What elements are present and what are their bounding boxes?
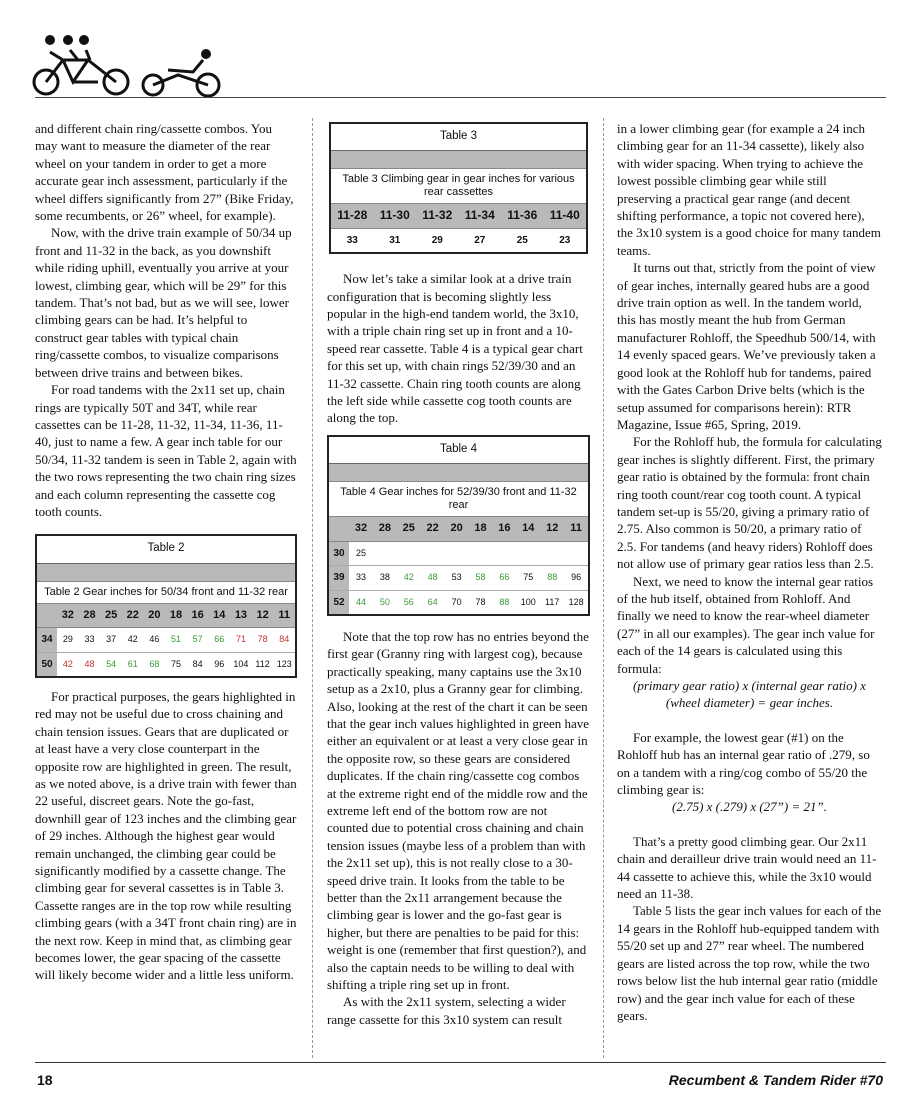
header-cell: 18 bbox=[169, 608, 183, 621]
table-caption: Table 3 Climbing gear in gear inches for various rear cassettes bbox=[331, 169, 586, 204]
table-cell: 29 bbox=[62, 634, 73, 645]
header-cell: 14 bbox=[213, 608, 226, 621]
table-cell: 66 bbox=[499, 572, 510, 583]
table-row bbox=[329, 542, 588, 566]
header-cell: 18 bbox=[474, 522, 487, 535]
table-cell: 48 bbox=[427, 572, 438, 583]
table-cell: 57 bbox=[192, 634, 203, 645]
paragraph: For road tandems with the 2x11 set up, chain rings are typically 50T and 34T, while rear cassettes can be 11-28, 11-32, 11-34, 11-36, 11-40, just to name a few. A gear inch table for our 50/34, 11-32 tandem is seen in Table 2, again with the two rows representing the two chain ring sizes and each column representing the cassette cog tooth counts. bbox=[35, 382, 297, 519]
table-cell: 75 bbox=[523, 572, 534, 583]
table-cell: 50 bbox=[379, 596, 390, 607]
table-cell bbox=[469, 542, 493, 565]
header-cell: 25 bbox=[104, 608, 118, 621]
header-cell: 22 bbox=[426, 522, 439, 535]
table-cell bbox=[564, 542, 588, 565]
paragraph: For example, the lowest gear (#1) on the Rohloff hub has an internal gear ratio of .279, so on a tandem with a ring/cog combo of 55/20 the climbing gear is: bbox=[617, 729, 870, 798]
table-cell: 64 bbox=[427, 596, 438, 607]
table-cell bbox=[421, 542, 445, 565]
magazine-title: Recumbent & Tandem Rider #70 bbox=[668, 1072, 883, 1088]
table-row bbox=[331, 229, 586, 252]
column-1 bbox=[35, 120, 297, 984]
paragraph: Table 5 lists the gear inch values for each of the 14 gears in the Rohloff hub-equipped tandem with 55/20 set up and 27” rear wheel. The numbered gears are listed across the top row, while the two rows below list the hub internal gear ratio (middle row) and the gear inch value for each of these gears. bbox=[617, 903, 882, 1023]
paragraph: For the Rohloff hub, the formula for calculating gear inches is slightly different. First, the primary gear ratio is obtained by the formula: front chain ring tooth count/rear cog tooth count. A typical tandem set-up is 55/20, giving a primary ratio of 2.75. Also common is 50/20, a primary ratio of 2.5. For tandems (and heavy riders) Rohloff does not allow use of primary gear ratios less than 2.5. bbox=[617, 434, 882, 572]
table-cell: 51 bbox=[171, 634, 182, 645]
table-cell: 42 bbox=[403, 572, 414, 583]
table-caption: Table 4 Gear inches for 52/39/30 front and 11-32 rear bbox=[329, 482, 588, 517]
formula: (2.75) x (.279) x (27”) = 21”. bbox=[672, 799, 827, 815]
table-cell: 37 bbox=[106, 634, 117, 645]
table-cell: 33 bbox=[346, 234, 358, 246]
table-cell: 38 bbox=[379, 572, 390, 583]
table-cell bbox=[540, 542, 564, 565]
page-number: 18 bbox=[37, 1072, 53, 1088]
row-label: 30 bbox=[329, 542, 349, 565]
table-cell: 78 bbox=[257, 634, 268, 645]
table-cell: 117 bbox=[545, 596, 560, 607]
table-caption: Table 2 Gear inches for 50/34 front and 11-32 rear bbox=[37, 582, 295, 604]
table-header-row bbox=[329, 517, 588, 541]
table-row bbox=[37, 628, 295, 652]
header-cell: 11-30 bbox=[379, 208, 410, 223]
table-cell: 58 bbox=[475, 572, 486, 583]
header-cell: 20 bbox=[450, 522, 463, 535]
table-cell: 53 bbox=[451, 572, 462, 583]
table-cell: 54 bbox=[106, 658, 117, 669]
table-cell: 31 bbox=[389, 234, 401, 246]
column-2 bbox=[327, 120, 590, 1028]
table-cell: 29 bbox=[431, 234, 443, 246]
table-cell: 78 bbox=[475, 596, 486, 607]
table-cell: 88 bbox=[499, 596, 510, 607]
header-cell: 28 bbox=[83, 608, 96, 621]
row-label: 50 bbox=[37, 653, 57, 676]
header-cell: 11 bbox=[278, 608, 291, 621]
table-cell: 25 bbox=[355, 547, 366, 558]
table-cell bbox=[445, 542, 469, 565]
header-cell: 16 bbox=[191, 608, 204, 621]
paragraph: and different chain ring/cassette combos. You may want to measure the diameter of the rear wheel on your tandem in order to get a more accurate gear inch assessment, particularly if the wheel differs significantly from 27” (Bike Friday, some recumbents, or 26” wheel, for example). bbox=[35, 121, 294, 224]
paragraph: Now, with the drive train example of 50/34 up front and 11-32 in the back, as you downshift while riding uphill, eventually you arrive at your lowest, climbing gear, which will be 29” for this tandem. That’s not bad, but as we will see, lower climbing gears can be had. It’s helpful to construct gear tables with typical chain ring/cassette combos, to visualize comparisons between drive trains and between bikes. bbox=[35, 225, 292, 380]
table-cell: 88 bbox=[547, 572, 558, 583]
table-title: Table 4 bbox=[329, 437, 588, 464]
table-cell: 33 bbox=[84, 634, 95, 645]
table-cell: 96 bbox=[571, 572, 582, 583]
table-4 bbox=[327, 435, 590, 616]
table-cell: 33 bbox=[355, 572, 366, 583]
table-cell: 96 bbox=[214, 658, 225, 669]
table-cell bbox=[397, 542, 421, 565]
header-cell: 12 bbox=[546, 522, 559, 535]
table-cell: 75 bbox=[171, 658, 182, 669]
paragraph: Now let’s take a similar look at a drive train configuration that is becoming slightly less popular in the high-end tandem world, the 3x10, with a triple chain ring set up in front and a 10-speed rear cassette. Table 4 is a typical gear chart for this set up, with chain rings 52/39/30 and an 11-32 cassette. Chain ring tooth counts are along the left side while cassette cog tooth counts are along the top. bbox=[327, 271, 583, 426]
table-cell: 44 bbox=[355, 596, 366, 607]
table-cell bbox=[516, 542, 540, 565]
table-cell: 84 bbox=[279, 634, 290, 645]
header-cell: 22 bbox=[126, 608, 139, 621]
table-cell bbox=[492, 542, 516, 565]
row-label: 34 bbox=[37, 628, 57, 651]
header-cell: 11-40 bbox=[549, 208, 580, 223]
table-cell: 46 bbox=[149, 634, 160, 645]
table-cell: 27 bbox=[474, 234, 486, 246]
header-cell: 20 bbox=[148, 608, 161, 621]
header-cell: 11-32 bbox=[422, 208, 453, 223]
table-cell: 48 bbox=[84, 658, 95, 669]
table-title: Table 3 bbox=[331, 124, 586, 151]
table-cell: 104 bbox=[233, 658, 249, 669]
column-divider bbox=[603, 118, 604, 1058]
header-cell: 32 bbox=[354, 522, 368, 535]
paragraph: in a lower climbing gear (for example a 24 inch climbing gear for an 11-34 cassette), likely also with wider spacing. When trying to achieve the lowest possible climbing gear while still preserving a practical gear range (and decent shifting performance, a topic not covered here), the 3x10 system is a good choice for many tandem teams. bbox=[617, 121, 881, 258]
header-cell: 16 bbox=[498, 522, 511, 535]
table-cell: 66 bbox=[214, 634, 225, 645]
table-cell: 84 bbox=[192, 658, 203, 669]
table-cell: 23 bbox=[559, 234, 571, 246]
table-cell: 25 bbox=[516, 234, 528, 246]
paragraph: It turns out that, strictly from the point of view of gear inches, internally geared hubs are a good drive train option as well. In the tandem world, this has mostly meant the hub from German manufacturer Rohloff, the Speedhub 500/14, with 14 evenly spaced gears. We’ve previously taken a good look at the Rohloff hub for tandems, paired with the Gates Carbon Drive belts (which is the setup assumed for comparisons herein): RTR Magazine, Issue #65, Spring, 2019. bbox=[617, 260, 876, 432]
paragraph: Note that the top row has no entries beyond the first gear (Granny ring with largest cog), because practically speaking, many captains use the 3x10 setup as a 2x10, plus a Granny gear for climbing. Also, looking at the rest of the chart it can be seen that the gear inch values highlighted in green have either an equivalent or at least a very close gear in the opposite row, so these gears are considered duplicates. If the chain ring/cassette cog combos at the extreme right end of the middle row and the extreme left end of the bottom row are not counted due to potential cross chaining and chain tension issues (maybe less of a problem than with the 2x11 set up), this is not really close to a 30-speed drive train. It looks from the table to be better than the 2x11 arrangement because the climbing gear is lower and the go-fast gear is higher, but there are penalties to be paid for this: weight is one (remember that first question?), and also the captain needs to be willing to deal with shifting a triple ring set up in front. bbox=[327, 628, 590, 993]
column-3 bbox=[617, 120, 882, 1024]
table-cell: 112 bbox=[255, 658, 270, 669]
table-cell: 42 bbox=[127, 634, 138, 645]
table-cell: 56 bbox=[403, 596, 414, 607]
table-cell: 71 bbox=[235, 634, 246, 645]
row-label: 52 bbox=[329, 591, 349, 614]
header-rule bbox=[35, 97, 886, 98]
header-cell: 11-28 bbox=[337, 208, 368, 223]
table-cell: 70 bbox=[451, 596, 462, 607]
table-cell: 42 bbox=[62, 658, 73, 669]
table-cell: 68 bbox=[149, 658, 160, 669]
table-3 bbox=[329, 122, 588, 254]
paragraph: For practical purposes, the gears highlighted in red may not be useful due to cross chaining and chain tension issues. Gears that are duplicated or at least have a very close counterpart in the opposite row are highlighted in green. The result, as we noted above, is a drive train with fewer than 22 useful, discreet gears. Note the go-fast, downhill gear of 123 inches and the climbing gear of 29 inches. Although the highest gear would remain unchanged, the climbing gear could be significantly modified by a cassette change. The climbing gear for several cassettes is in Table 3. Cassette ranges are in the top row while resulting climbing gears (with a 34T front chain ring) are in the next row. Keep in mind that, as climbing gear becomes lower, the gear spacing of the cassette will likely become wider and a little less uniform. bbox=[35, 688, 297, 983]
header-cell: 28 bbox=[378, 522, 391, 535]
table-row bbox=[37, 653, 295, 676]
header-cell: 14 bbox=[522, 522, 535, 535]
header-cell: 11 bbox=[570, 522, 582, 535]
row-label: 39 bbox=[329, 566, 349, 589]
table-cell: 61 bbox=[127, 658, 138, 669]
column-divider bbox=[312, 118, 313, 1058]
paragraph: As with the 2x11 system, selecting a wider range cassette for this 3x10 system can result bbox=[327, 994, 566, 1027]
table-header-row bbox=[331, 204, 586, 228]
header-cell: 12 bbox=[256, 608, 269, 621]
table-2 bbox=[35, 534, 297, 678]
formula: (primary gear ratio) x (internal gear ratio) x (wheel diameter) = gear inches. bbox=[633, 678, 866, 711]
table-cell bbox=[373, 542, 397, 565]
table-cell: 100 bbox=[520, 596, 536, 607]
header-cell: 11-34 bbox=[464, 208, 495, 223]
table-title: Table 2 bbox=[37, 536, 295, 563]
table-header-row bbox=[37, 604, 295, 628]
paragraph: Next, we need to know the internal gear ratios of the hub itself, obtained from Rohloff. And finally we need to know the rear-wheel diameter (27” in all our examples). The gear inch value for each of the 14 gears is calculated using this formula: bbox=[617, 573, 875, 676]
header-cell: 32 bbox=[61, 608, 74, 621]
table-row bbox=[329, 591, 588, 614]
tandem-bikes-logo bbox=[28, 30, 228, 100]
header-cell: 13 bbox=[234, 608, 248, 621]
table-row bbox=[329, 566, 588, 590]
header-cell: 25 bbox=[402, 522, 415, 535]
table-cell: 128 bbox=[568, 596, 584, 607]
header-cell: 11-36 bbox=[507, 208, 538, 223]
table-cell: 123 bbox=[276, 658, 292, 669]
footer-rule bbox=[35, 1062, 886, 1063]
paragraph: That’s a pretty good climbing gear. Our 2x11 chain and derailleur drive train would need an 11-44 cassette to achieve this, while the 3x10 would need an 11-38. bbox=[617, 833, 877, 902]
